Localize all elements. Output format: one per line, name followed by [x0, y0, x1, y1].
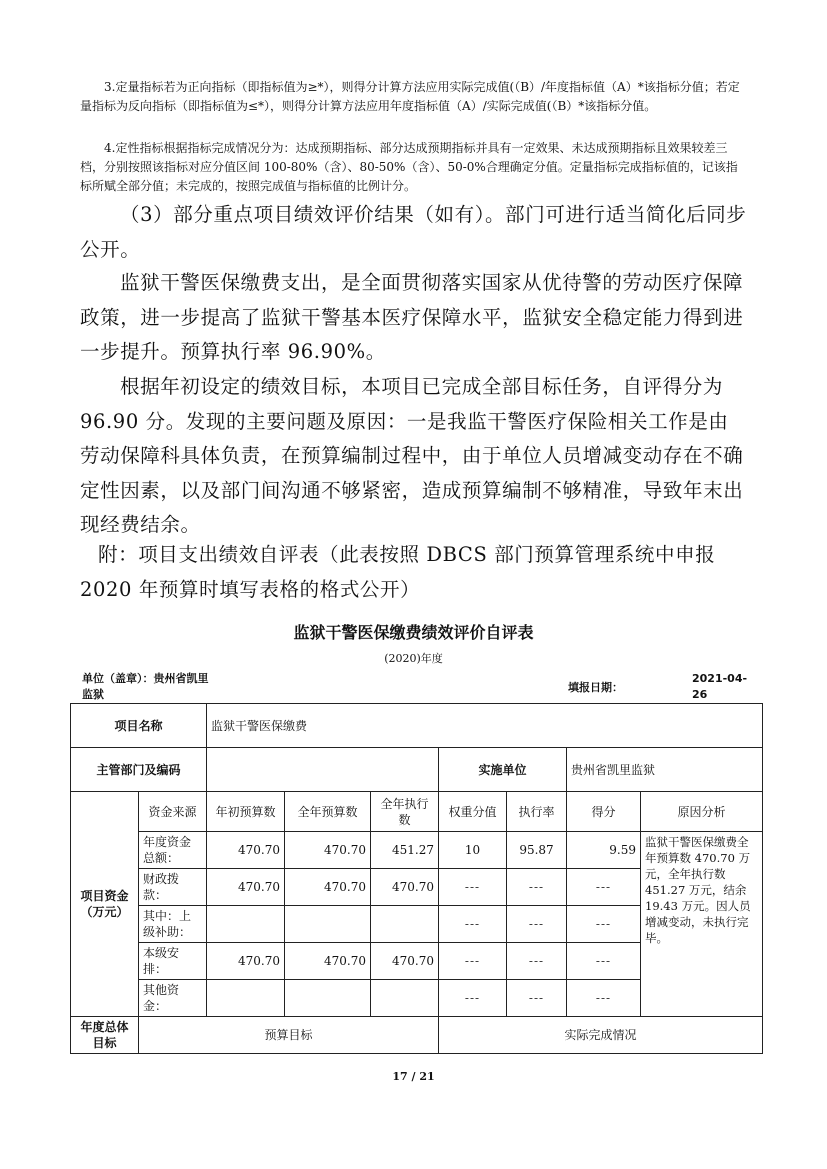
- dept-value: [207, 748, 439, 792]
- row-executed: [371, 906, 439, 943]
- row-source: 财政拨款：: [139, 869, 207, 906]
- date-value: 2021-04-26: [692, 672, 748, 701]
- impl-unit-value: 贵州省凯里监狱: [567, 748, 763, 792]
- project-name-label: 项目名称: [71, 704, 207, 748]
- row-initial: [207, 906, 285, 943]
- row-weight: ---: [439, 943, 507, 980]
- row-annual: 470.70: [285, 943, 371, 980]
- row-initial: [207, 980, 285, 1017]
- row-executed: 451.27: [371, 832, 439, 869]
- header-score: 得分: [567, 792, 641, 832]
- date-label: 填报日期：: [568, 681, 623, 694]
- row-rate: ---: [507, 906, 567, 943]
- paragraph-problems: 根据年初设定的绩效目标，本项目已完成全部目标任务，自评得分为 96.90 分。发现的主要问题及原因：一是我监干警医疗保险相关工作是由劳动保障科具体负责，在预算编制过程中，由于单位人员增减变动存在不确定性因素，以及部门间沟通不够紧密，造成预算编制不够精准，导致年末出现经费结余。: [80, 375, 744, 536]
- row-weight: ---: [439, 906, 507, 943]
- note-4: 4.定性指标根据指标完成情况分为：达成预期指标、部分达成预期指标并具有一定效果、未达成预期指标且效果较差三档，分别按照该指标对应分值区间 100-80%（含）、80-50%（含）、50-0%合理确定分值。定量指标完成指标值的，记该指标所赋全部分值；未完成的，按照完成值与指标值的比例计分。: [80, 141, 738, 193]
- paragraph-summary: 监狱干警医保缴费支出，是全面贯彻落实国家从优待警的劳动医疗保障政策，进一步提高了监狱干警基本医疗保障水平，监狱安全稳定能力得到进一步提升。预算执行率 96.90%。: [80, 271, 744, 363]
- page-number: 17 / 21: [392, 1070, 435, 1083]
- budget-goal-label: 预算目标: [139, 1017, 439, 1054]
- header-rate: 执行率: [507, 792, 567, 832]
- paragraph-attachment: 附：项目支出绩效自评表（此表按照 DBCS 部门预算管理系统中申报 2020 年预算时填写表格的格式公开）: [80, 543, 716, 601]
- row-weight: 10: [439, 832, 507, 869]
- project-name-value: 监狱干警医保缴费: [207, 704, 763, 748]
- row-weight: ---: [439, 869, 507, 906]
- form-title: 监狱干警医保缴费绩效评价自评表: [293, 623, 534, 642]
- actual-completion-label: 实际完成情况: [439, 1017, 763, 1054]
- header-annual-executed: 全年执行数: [371, 792, 439, 832]
- row-executed: 470.70: [371, 943, 439, 980]
- row-rate: ---: [507, 869, 567, 906]
- row-annual: 470.70: [285, 869, 371, 906]
- funds-label: 项目资金（万元）: [71, 792, 139, 1017]
- row-annual: [285, 980, 371, 1017]
- reason-analysis: 监狱干警医保缴费全年预算数 470.70 万元，全年执行数 451.27 万元，结余 19.43 万元。因人员增减变动，未执行完毕。: [641, 832, 763, 1017]
- row-initial: 470.70: [207, 869, 285, 906]
- row-annual: [285, 906, 371, 943]
- row-executed: 470.70: [371, 869, 439, 906]
- header-initial-budget: 年初预算数: [207, 792, 285, 832]
- row-score: ---: [567, 980, 641, 1017]
- row-weight: ---: [439, 980, 507, 1017]
- annual-goal-label: 年度总体目标: [71, 1017, 139, 1054]
- row-source: 年度资金总额：: [139, 832, 207, 869]
- row-source: 其中：上级补助：: [139, 906, 207, 943]
- paragraph-key-projects: （3）部分重点项目绩效评价结果（如有）。部门可进行适当简化后同步公开。: [80, 203, 747, 261]
- row-executed: [371, 980, 439, 1017]
- row-source: 本级安排：: [139, 943, 207, 980]
- row-score: ---: [567, 906, 641, 943]
- row-score: 9.59: [567, 832, 641, 869]
- row-score: ---: [567, 869, 641, 906]
- dept-label: 主管部门及编码: [71, 748, 207, 792]
- form-year: (2020)年度: [384, 652, 443, 665]
- note-3: 3.定量指标若为正向指标（即指标值为≥*），则得分计算方法应用实际完成值(（B）/年度指标值（A）*该指标分值；若定量指标为反向指标（即指标值为≤*），则得分计算方法应用年度指标值（A）/实际完成值(（B）*该指标分值。: [80, 80, 740, 113]
- row-score: ---: [567, 943, 641, 980]
- table-row: [71, 832, 763, 869]
- header-weight: 权重分值: [439, 792, 507, 832]
- header-annual-budget: 全年预算数: [285, 792, 371, 832]
- row-rate: ---: [507, 980, 567, 1017]
- header-source: 资金来源: [139, 792, 207, 832]
- evaluation-table: [70, 703, 763, 1054]
- row-initial: 470.70: [207, 832, 285, 869]
- row-rate: 95.87: [507, 832, 567, 869]
- row-initial: 470.70: [207, 943, 285, 980]
- row-source: 其他资金：: [139, 980, 207, 1017]
- unit-label: 单位（盖章）：贵州省凯里监狱: [82, 672, 209, 701]
- impl-unit-label: 实施单位: [439, 748, 567, 792]
- row-rate: ---: [507, 943, 567, 980]
- header-reason: 原因分析: [641, 792, 763, 832]
- row-annual: 470.70: [285, 832, 371, 869]
